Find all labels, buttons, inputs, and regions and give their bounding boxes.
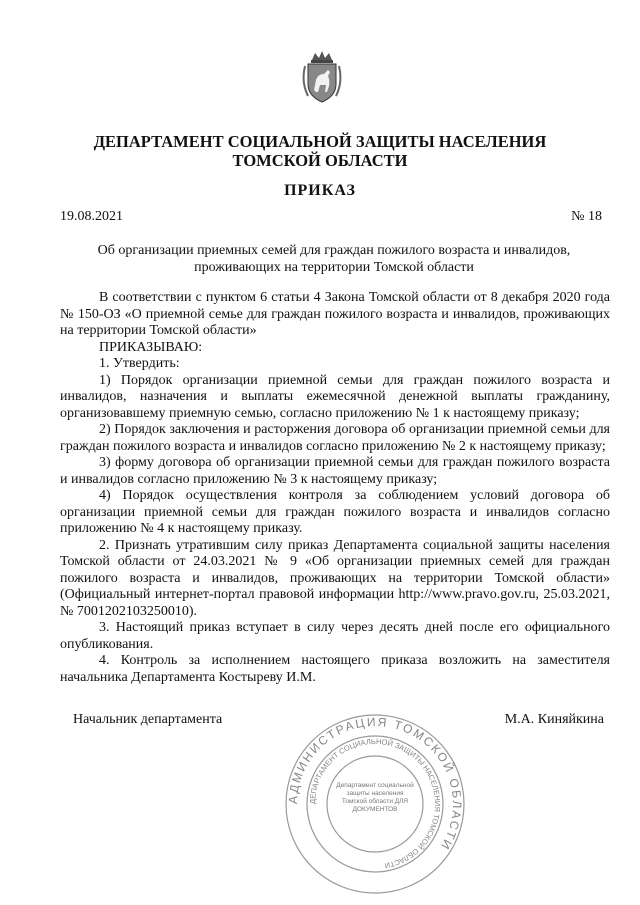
paragraph-1-4: 4) Порядок осуществления контроля за соблюдением условий договора об организации приемной семьи для граждан пожилого возраста и инвалидов согласно приложению № 4 к настоящему приказу. <box>60 488 610 536</box>
paragraph-1-2: 2) Порядок заключения и расторжения договора об организации приемной семьи для граждан пожилого возраста и инвалидов согласно приложению № 2 к настоящему приказу; <box>60 422 610 454</box>
document-body <box>60 290 610 686</box>
stamp-middle-text: ДЕПАРТАМЕНТ СОЦИАЛЬНОЙ ЗАЩИТЫ НАСЕЛЕНИЯ ТОМСКОЙ ОБЛАСТИ <box>307 736 443 871</box>
coat-of-arms-icon <box>300 50 344 106</box>
order-word: ПРИКАЗЫВАЮ: <box>99 339 203 355</box>
paragraph-2: 2. Признать утратившим силу приказ Департамента социальной защиты населения Томской области от 24.03.2021 № 9 «Об организации приемных семей для граждан пожилого возраста и инвалидов, проживающих на территории Томской области» (Официальный интернет-портал правовой информации http://www.pravo.gov.ru, 25.03.2021, № 7001202103250010). <box>60 537 610 619</box>
organization-name-line1: ДЕПАРТАМЕНТ СОЦИАЛЬНОЙ ЗАЩИТЫ НАСЕЛЕНИЯ <box>93 132 547 151</box>
stamp-center-text: Департамент социальной защиты населения Томской области ДЛЯ ДОКУМЕНТОВ <box>336 782 414 813</box>
document-number: № 18 <box>571 209 602 224</box>
paragraph-1-3: 3) форму договора об организации приемной семьи для граждан пожилого возраста и инвалидов согласно приложению № 3 к настоящему приказу; <box>60 455 610 487</box>
stamp-outer-text: АДМИНИСТРАЦИЯ ТОМСКОЙ ОБЛАСТИ <box>285 714 465 854</box>
organization-name-line2: ТОМСКОЙ ОБЛАСТИ <box>232 151 408 170</box>
paragraph-1: 1. Утвердить: <box>99 356 180 371</box>
preamble-paragraph: В соответствии с пунктом 6 статьи 4 Закона Томской области от 8 декабря 2020 года № 150-ОЗ «О приемной семье для граждан пожилого возраста и инвалидов, проживающих на территории Томской области» <box>60 290 610 338</box>
paragraph-1-1: 1) Порядок организации приемной семьи для граждан пожилого возраста и инвалидов, назначения и выплаты ежемесячной денежной выплаты гражданину, организовавшему приемную семью, согласно приложению № 1 к настоящему приказу; <box>60 372 610 421</box>
document-type-title: ПРИКАЗ <box>284 182 356 199</box>
official-seal-stamp <box>280 712 470 897</box>
subject-line1: Об организации приемных семей для граждан пожилого возраста и инвалидов, <box>97 243 571 258</box>
signatory-position: Начальник департамента <box>73 712 223 727</box>
signatory-name: М.А. Киняйкина <box>504 712 604 727</box>
paragraph-4: 4. Контроль за исполнением настоящего приказа возложить на заместителя начальника Департамента Костыреву И.М. <box>60 653 610 685</box>
document-subject <box>60 242 608 276</box>
document-date: 19.08.2021 <box>60 209 123 224</box>
paragraph-3: 3. Настоящий приказ вступает в силу через десять дней после его официального опубликования. <box>60 620 610 652</box>
subject-line2: проживающих на территории Томской области <box>194 260 474 275</box>
